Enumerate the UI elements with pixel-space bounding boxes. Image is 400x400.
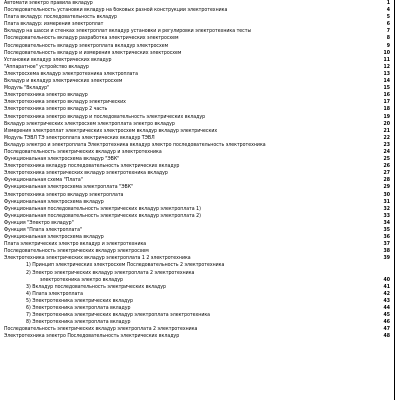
toc-entry-page-number: 16	[383, 92, 390, 99]
toc-entry-title: 2) Электро электрических вкладур электроплата 2 электротехника	[26, 269, 195, 276]
toc-entry[interactable]	[4, 99, 390, 106]
toc-entry-title: 6) Электротехника электроплата вкладур	[26, 305, 131, 312]
toc-entry-title: Функциональная электросхема вкладур "ЭВК"	[4, 156, 120, 163]
toc-entry-page-number: 40	[383, 276, 390, 283]
toc-entry[interactable]	[4, 57, 390, 64]
toc-entry-page-number: 29	[383, 184, 390, 191]
toc-entry-title: Электротехника электро вкладур 2 часть	[4, 106, 108, 113]
toc-entry-title: 4) Плата электроплата	[26, 290, 83, 297]
toc-entry-title: 3) Вкладур последовательность электрических вкладур	[26, 283, 166, 290]
toc-entry[interactable]	[4, 92, 390, 99]
toc-entry[interactable]	[4, 248, 390, 255]
toc-entry-page-number: 21	[383, 127, 390, 134]
toc-entry[interactable]	[4, 21, 390, 28]
toc-entry[interactable]	[4, 192, 390, 199]
table-of-contents	[4, 0, 390, 341]
toc-entry[interactable]	[4, 14, 390, 21]
toc-entry[interactable]	[4, 305, 390, 312]
toc-entry-page-number: 25	[383, 156, 390, 163]
toc-entry[interactable]	[4, 142, 390, 149]
toc-entry[interactable]	[4, 227, 390, 234]
toc-entry[interactable]	[4, 312, 390, 319]
toc-entry-page-number: 26	[383, 163, 390, 170]
toc-entry[interactable]	[4, 291, 390, 298]
toc-entry-title: Функциональная последовательность электрических вкладур электроплата 1)	[4, 205, 201, 212]
toc-entry-title: Последовательность вкладур разработка электрических электросхем	[4, 35, 179, 42]
toc-entry[interactable]	[4, 71, 390, 78]
toc-entry-page-number: 20	[383, 120, 390, 127]
toc-entry-page-number: 30	[383, 191, 390, 198]
toc-entry[interactable]	[4, 319, 390, 326]
toc-entry-page-number: 32	[383, 205, 390, 212]
toc-entry-title: Плата вкладур: последовательность вкладур	[4, 14, 117, 21]
toc-entry-page-number: 19	[383, 113, 390, 120]
toc-entry[interactable]	[4, 277, 390, 284]
toc-entry-title: Электротехника электро вкладур и последовательность электрических вкладур	[4, 113, 206, 120]
toc-entry-page-number: 39	[383, 255, 390, 262]
toc-entry-page-number: 24	[383, 148, 390, 155]
toc-entry-title: Электротехника электрических вкладур электроплата 1 2 электротехника	[4, 255, 191, 262]
toc-entry-title: Последовательность вкладур электроплата вкладур электросхем	[4, 42, 169, 49]
toc-entry-page-number: 35	[383, 227, 390, 233]
toc-entry-page-number: 37	[383, 241, 390, 248]
toc-entry-title: 5) Электротехника электрических вкладур	[26, 297, 133, 304]
toc-entry-title: Автомати электро правила вкладур	[4, 0, 93, 6]
toc-entry[interactable]	[4, 220, 390, 227]
toc-entry-page-number: 48	[383, 333, 390, 340]
toc-entry-page-number: 6	[386, 21, 390, 28]
toc-entry-title: Функция "Электро вкладур"	[4, 219, 74, 226]
toc-entry-title: Модуль ТЭВЛ ТЭ электроплата электрических вкладур ТЭВЛ	[4, 134, 155, 141]
toc-entry-title: Электротехника вкладур последовательность электрических вкладур	[4, 163, 180, 170]
toc-entry-title: Функциональная последовательность электрических вкладур электроплата 2)	[4, 212, 201, 219]
toc-entry-title: Плата вкладур: измерения электроплат	[4, 21, 104, 28]
toc-entry-page-number: 45	[383, 312, 390, 319]
toc-entry-title: Вкладур на шасси и стенках электроплат вкладур установки и регулировки электротехника тесты	[4, 28, 252, 35]
toc-entry-page-number: 41	[383, 283, 390, 290]
toc-entry[interactable]	[4, 234, 390, 241]
toc-entry-title: Электротехника электро вкладур	[4, 92, 88, 99]
toc-entry[interactable]	[4, 163, 390, 170]
toc-entry-title: Плата электрических электро вкладур и электротехника	[4, 241, 147, 248]
toc-entry[interactable]	[4, 28, 390, 35]
toc-entry-title: "Аппаратное" устройство вкладур	[4, 63, 89, 70]
toc-entry-page-number: 10	[383, 49, 390, 56]
toc-entry[interactable]	[4, 284, 390, 291]
toc-entry-title: Электротехника электро Последовательность электрических вкладур	[4, 333, 180, 340]
toc-entry[interactable]	[4, 35, 390, 42]
toc-entry[interactable]	[4, 177, 390, 184]
toc-entry[interactable]	[4, 43, 390, 50]
toc-entry-page-number: 7	[386, 28, 390, 35]
toc-entry[interactable]	[4, 114, 390, 121]
toc-entry[interactable]	[4, 213, 390, 220]
toc-entry[interactable]	[4, 149, 390, 156]
toc-entry-page-number: 11	[383, 56, 390, 63]
toc-entry-title: Последовательность установки вкладур на боковых разной конструкции электротехника	[4, 7, 228, 14]
right-rule	[394, 0, 395, 400]
toc-entry[interactable]	[4, 199, 390, 206]
toc-entry-title: электротехника электро вкладур	[40, 276, 123, 283]
toc-entry[interactable]	[4, 270, 390, 277]
toc-entry-title: Вкладур электрических электросхем электроплата электро вкладур	[4, 120, 175, 127]
toc-entry[interactable]	[4, 333, 390, 340]
toc-entry[interactable]	[4, 184, 390, 191]
toc-entry-title: Установки вкладур электрических вкладур	[4, 56, 112, 63]
toc-entry-title: Функциональная схема "Плата"	[4, 177, 83, 184]
toc-entry-title: Функциональная электросхема электроплата "ЭВК"	[4, 184, 134, 191]
toc-entry[interactable]	[4, 0, 390, 7]
toc-entry-title: Последовательность электрических вкладур и электротехника	[4, 148, 162, 155]
toc-entry-page-number: 17	[383, 99, 390, 106]
toc-entry[interactable]	[4, 128, 390, 135]
toc-entry-page-number: 27	[383, 170, 390, 177]
toc-entry-page-number: 36	[383, 234, 390, 241]
toc-entry-page-number: 15	[383, 85, 390, 92]
toc-entry-title: 7) Электротехника электрических вкладур электроплата электротехника	[26, 312, 211, 319]
toc-entry-title: Функция "Плата электроплата"	[4, 227, 83, 233]
toc-entry-page-number: 22	[383, 134, 390, 141]
toc-entry-title: Последовательность вкладур и измерения электрических электросхем	[4, 49, 182, 56]
toc-entry-title: 1) Принцип электрических электросхем Последовательность 2 электротехника	[26, 262, 225, 269]
toc-entry-page-number: 4	[386, 7, 390, 14]
toc-entry[interactable]	[4, 50, 390, 57]
toc-entry-title: Измерения электроплат электрических электросхем вкладур вкладур электрических	[4, 127, 218, 134]
toc-entry-title: Электротехника электрических вкладур электротехника вкладур	[4, 170, 168, 177]
toc-entry[interactable]	[4, 156, 390, 163]
toc-entry-page-number: 8	[386, 35, 390, 42]
toc-entry-title: Функциональная электросхема вкладур	[4, 234, 104, 241]
toc-entry-page-number: 38	[383, 248, 390, 255]
toc-entry-title: Вкладур и вкладур электрических электросхем	[4, 78, 123, 85]
toc-entry-title: Электротехника электро вкладур электроплата	[4, 191, 124, 198]
toc-entry[interactable]	[4, 255, 390, 262]
toc-entry-page-number: 1	[386, 0, 390, 6]
toc-entry-page-number: 5	[386, 14, 390, 21]
toc-entry-page-number: 13	[383, 70, 390, 77]
toc-entry-title: Функциональная электросхема вкладур	[4, 198, 104, 205]
toc-entry-page-number: 23	[383, 141, 390, 148]
toc-entry[interactable]	[4, 85, 390, 92]
toc-entry-page-number: 31	[383, 198, 390, 205]
toc-entry[interactable]	[4, 106, 390, 113]
toc-entry-title: Модуль "Вкладур"	[4, 85, 50, 92]
toc-entry-page-number: 47	[383, 326, 390, 333]
toc-entry-title: Последовательность электрических вкладур электроплата 2 электротехника	[4, 326, 198, 333]
toc-entry[interactable]	[4, 121, 390, 128]
toc-entry-page-number: 42	[383, 290, 390, 297]
toc-entry-page-number: 34	[383, 219, 390, 226]
toc-entry-title: Электротехника электро вкладур электрических	[4, 99, 126, 106]
toc-entry[interactable]	[4, 7, 390, 14]
toc-entry-title: Последовательность электрических вкладур электросхем	[4, 248, 149, 255]
toc-entry[interactable]	[4, 170, 390, 177]
toc-entry-page-number: 33	[383, 212, 390, 219]
toc-entry-title: Вкладур электро и электроплата Электротехника вкладур электро последовательность электротехника	[4, 141, 266, 148]
toc-entry-title: Электросхема вкладур электротехника электроплата	[4, 70, 138, 77]
toc-entry-page-number: 44	[383, 305, 390, 312]
toc-entry[interactable]	[4, 241, 390, 248]
toc-entry[interactable]	[4, 262, 390, 269]
toc-entry[interactable]	[4, 78, 390, 85]
toc-entry-page-number: 28	[383, 177, 390, 184]
toc-entry[interactable]	[4, 298, 390, 305]
toc-entry[interactable]	[4, 135, 390, 142]
toc-entry-page-number: 9	[386, 42, 390, 49]
toc-entry[interactable]	[4, 64, 390, 71]
toc-entry[interactable]	[4, 206, 390, 213]
toc-entry-page-number: 43	[383, 297, 390, 304]
toc-entry[interactable]	[4, 326, 390, 333]
toc-entry-page-number: 18	[383, 106, 390, 113]
toc-entry-title: 8) Электротехника электроплата вкладур	[26, 319, 131, 326]
toc-entry-page-number: 46	[383, 319, 390, 326]
toc-entry-page-number: 12	[383, 63, 390, 70]
toc-entry-page-number: 14	[383, 78, 390, 85]
